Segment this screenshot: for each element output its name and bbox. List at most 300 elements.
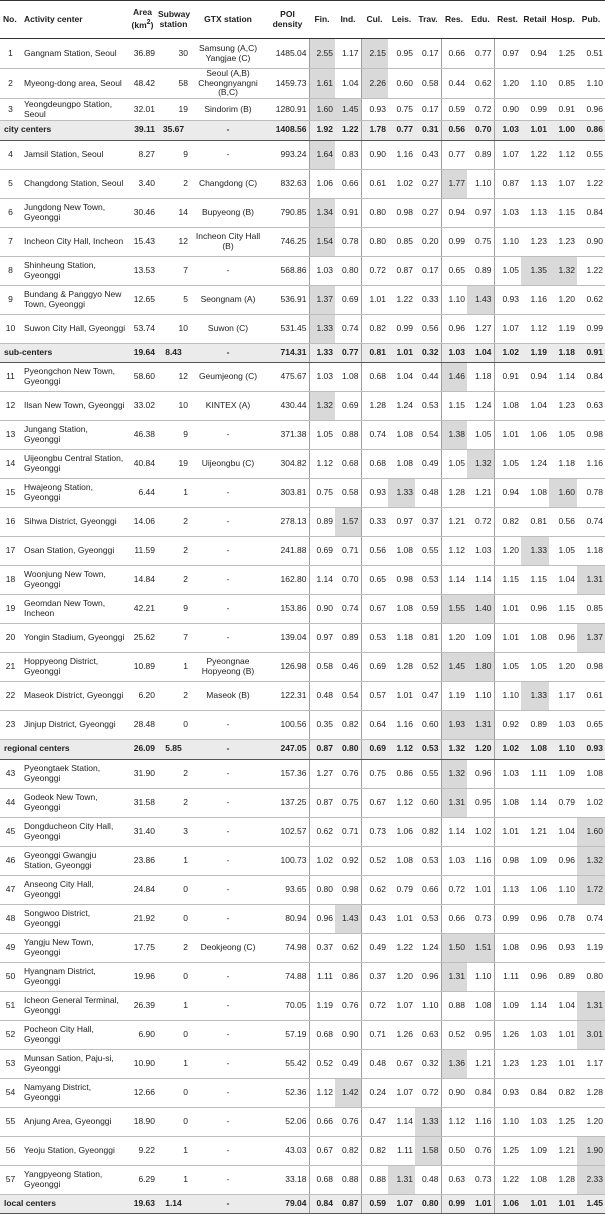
subway-count: 2 — [157, 566, 190, 595]
trav-value: 0.53 — [415, 566, 441, 595]
activity-center-name: Dongducheon City Hall, Gyeonggi — [21, 817, 128, 846]
retail-value: 1.04 — [521, 392, 549, 421]
rest-value: 0.90 — [494, 99, 521, 121]
area-value: 6.44 — [128, 479, 157, 508]
gtx-station: - — [190, 711, 266, 740]
gtx-station: - — [190, 421, 266, 450]
table-row — [0, 624, 605, 653]
activity-center-name: Jungdong New Town, Gyeonggi — [21, 198, 128, 227]
area-value: 24.84 — [128, 875, 157, 904]
gtx-station: Seongnam (A) — [190, 285, 266, 314]
pub-value: 0.78 — [577, 479, 605, 508]
edu-value: 1.16 — [467, 1107, 494, 1136]
rest-value: 1.10 — [494, 682, 521, 711]
leis-value: 1.16 — [388, 140, 415, 169]
leis-value: 1.08 — [388, 421, 415, 450]
row-number: 20 — [0, 624, 21, 653]
cul-value: 0.80 — [361, 198, 388, 227]
fin-value: 0.62 — [309, 817, 335, 846]
res-value: 1.12 — [441, 537, 467, 566]
area-value: 40.84 — [128, 450, 157, 479]
summary-poi: 714.31 — [266, 343, 309, 363]
row-number: 11 — [0, 363, 21, 392]
area-value: 18.90 — [128, 1107, 157, 1136]
subway-count: 10 — [157, 314, 190, 343]
res-value: 1.19 — [441, 682, 467, 711]
activity-center-name: Gangnam Station, Seoul — [21, 39, 128, 69]
rest-value: 1.08 — [494, 788, 521, 817]
ind-value: 1.04 — [335, 69, 361, 99]
retail-value: 1.23 — [521, 1049, 549, 1078]
leis-value: 0.67 — [388, 1049, 415, 1078]
area-value: 12.65 — [128, 285, 157, 314]
res-value: 0.72 — [441, 875, 467, 904]
retail-value: 1.13 — [521, 198, 549, 227]
cul-value: 1.01 — [361, 285, 388, 314]
gtx-station: Changdong (C) — [190, 169, 266, 198]
trav-value: 1.58 — [415, 1136, 441, 1165]
summary-fin: 0.87 — [309, 740, 335, 760]
retail-value: 1.11 — [521, 759, 549, 788]
header-gtx: GTX station — [190, 1, 266, 39]
poi-density: 74.88 — [266, 962, 309, 991]
fin-value: 0.37 — [309, 933, 335, 962]
trav-value: 0.52 — [415, 653, 441, 682]
cul-value: 0.37 — [361, 962, 388, 991]
edu-value: 1.43 — [467, 285, 494, 314]
header-poi-2: density — [272, 18, 303, 29]
gtx-station: - — [190, 1078, 266, 1107]
leis-value: 0.97 — [388, 508, 415, 537]
ind-value: 1.43 — [335, 904, 361, 933]
row-number: 45 — [0, 817, 21, 846]
summary-retail: 1.08 — [521, 740, 549, 760]
edu-value: 0.62 — [467, 69, 494, 99]
trav-value: 0.60 — [415, 711, 441, 740]
pub-value: 1.02 — [577, 788, 605, 817]
area-value: 25.62 — [128, 624, 157, 653]
fin-value: 0.35 — [309, 711, 335, 740]
leis-value: 1.11 — [388, 1136, 415, 1165]
gtx-station: - — [190, 817, 266, 846]
leis-value: 1.24 — [388, 392, 415, 421]
edu-value: 1.16 — [467, 846, 494, 875]
row-number: 16 — [0, 508, 21, 537]
summary-area: 19.63 — [128, 1194, 157, 1214]
summary-row — [0, 740, 605, 760]
leis-value: 1.08 — [388, 450, 415, 479]
pub-value: 0.90 — [577, 227, 605, 256]
edu-value: 1.10 — [467, 169, 494, 198]
subway-count: 19 — [157, 450, 190, 479]
retail-value: 1.03 — [521, 1107, 549, 1136]
gtx-station: Deokjeong (C) — [190, 933, 266, 962]
pub-value: 1.28 — [577, 1078, 605, 1107]
cul-value: 0.68 — [361, 363, 388, 392]
ind-value: 0.90 — [335, 1020, 361, 1049]
subway-count: 0 — [157, 1107, 190, 1136]
activity-center-name: Munsan Sation, Paju-si, Gyeonggi — [21, 1049, 128, 1078]
cul-value: 0.48 — [361, 1049, 388, 1078]
poi-density: 52.06 — [266, 1107, 309, 1136]
res-value: 1.20 — [441, 624, 467, 653]
fin-value: 0.75 — [309, 479, 335, 508]
rest-value: 1.25 — [494, 1136, 521, 1165]
trav-value: 0.47 — [415, 682, 441, 711]
fin-value: 1.19 — [309, 991, 335, 1020]
header-fin: Fin. — [309, 1, 335, 39]
header-subway-2: station — [159, 18, 188, 29]
rest-value: 1.08 — [494, 933, 521, 962]
ind-value: 1.45 — [335, 99, 361, 121]
subway-count: 0 — [157, 1078, 190, 1107]
poi-density: 43.03 — [266, 1136, 309, 1165]
leis-value: 1.22 — [388, 285, 415, 314]
ind-value: 0.78 — [335, 227, 361, 256]
fin-value: 1.34 — [309, 198, 335, 227]
edu-value: 1.40 — [467, 595, 494, 624]
res-value: 1.21 — [441, 508, 467, 537]
pub-value: 1.19 — [577, 933, 605, 962]
res-value: 1.31 — [441, 962, 467, 991]
cul-value: 0.73 — [361, 817, 388, 846]
fin-value: 0.90 — [309, 595, 335, 624]
activity-center-name: Incheon City Hall, Incheon — [21, 227, 128, 256]
summary-fin: 1.92 — [309, 121, 335, 141]
leis-value: 1.06 — [388, 817, 415, 846]
row-number: 1 — [0, 39, 21, 69]
poi-density: 100.73 — [266, 846, 309, 875]
edu-value: 0.89 — [467, 140, 494, 169]
activity-center-name: Yeoju Station, Gyeonggi — [21, 1136, 128, 1165]
retail-value: 0.96 — [521, 595, 549, 624]
trav-value: 0.56 — [415, 314, 441, 343]
activity-center-name: Hoppyeong District, Gyeonggi — [21, 653, 128, 682]
poi-density: 832.63 — [266, 169, 309, 198]
retail-value: 1.21 — [521, 817, 549, 846]
edu-value: 1.32 — [467, 450, 494, 479]
ind-value: 0.76 — [335, 991, 361, 1020]
summary-row — [0, 1194, 605, 1214]
cul-value: 0.82 — [361, 1136, 388, 1165]
row-number: 54 — [0, 1078, 21, 1107]
hosp-value: 1.28 — [549, 1165, 577, 1194]
summary-label: local centers — [0, 1194, 128, 1214]
subway-count: 2 — [157, 537, 190, 566]
gtx-station: - — [190, 759, 266, 788]
res-value: 1.50 — [441, 933, 467, 962]
fin-value: 1.12 — [309, 450, 335, 479]
hosp-value: 0.79 — [549, 788, 577, 817]
header-area-close: ) — [150, 19, 154, 30]
cul-value: 0.57 — [361, 682, 388, 711]
summary-edu: 1.01 — [467, 1194, 494, 1214]
row-number: 12 — [0, 392, 21, 421]
cul-value: 0.61 — [361, 169, 388, 198]
fin-value: 0.48 — [309, 682, 335, 711]
area-value: 33.02 — [128, 392, 157, 421]
rest-value: 0.91 — [494, 363, 521, 392]
rest-value: 1.09 — [494, 991, 521, 1020]
activity-center-name: Yeongdeungpo Station, Seoul — [21, 99, 128, 121]
retail-value: 0.94 — [521, 363, 549, 392]
retail-value: 1.03 — [521, 1020, 549, 1049]
table-row — [0, 962, 605, 991]
trav-value: 0.58 — [415, 69, 441, 99]
subway-count: 0 — [157, 711, 190, 740]
area-value: 8.27 — [128, 140, 157, 169]
rest-value: 1.03 — [494, 198, 521, 227]
area-value: 19.96 — [128, 962, 157, 991]
edu-value: 1.01 — [467, 875, 494, 904]
trav-value: 0.81 — [415, 624, 441, 653]
summary-subway: 8.43 — [157, 343, 190, 363]
cul-value: 0.90 — [361, 140, 388, 169]
poi-density: 137.25 — [266, 788, 309, 817]
retail-value: 1.23 — [521, 227, 549, 256]
leis-value: 1.08 — [388, 846, 415, 875]
gtx-station: - — [190, 595, 266, 624]
table-row — [0, 1136, 605, 1165]
edu-value: 1.27 — [467, 314, 494, 343]
cul-value: 0.56 — [361, 537, 388, 566]
trav-value: 0.53 — [415, 392, 441, 421]
trav-value: 0.48 — [415, 479, 441, 508]
area-value: 6.20 — [128, 682, 157, 711]
row-number: 52 — [0, 1020, 21, 1049]
table-row — [0, 788, 605, 817]
gtx-station: - — [190, 962, 266, 991]
row-number: 4 — [0, 140, 21, 169]
edu-value: 0.76 — [467, 1136, 494, 1165]
header-subway — [157, 1, 190, 39]
gtx-station: - — [190, 479, 266, 508]
fin-value: 1.60 — [309, 99, 335, 121]
retail-value: 1.08 — [521, 479, 549, 508]
hosp-value: 1.21 — [549, 1136, 577, 1165]
cul-value: 0.71 — [361, 1020, 388, 1049]
summary-cul: 0.69 — [361, 740, 388, 760]
pub-value: 0.74 — [577, 904, 605, 933]
activity-center-name: Yongin Stadium, Gyeonggi — [21, 624, 128, 653]
retail-value: 1.33 — [521, 682, 549, 711]
hosp-value: 1.04 — [549, 566, 577, 595]
table-row — [0, 875, 605, 904]
row-number: 15 — [0, 479, 21, 508]
row-number: 23 — [0, 711, 21, 740]
poi-density: 746.25 — [266, 227, 309, 256]
ind-value: 0.58 — [335, 479, 361, 508]
area-value: 10.90 — [128, 1049, 157, 1078]
rest-value: 1.03 — [494, 759, 521, 788]
retail-value: 0.96 — [521, 904, 549, 933]
poi-density: 241.88 — [266, 537, 309, 566]
activity-center-name: Anseong City Hall, Gyeonggi — [21, 875, 128, 904]
gtx-station: Uijeongbu (C) — [190, 450, 266, 479]
poi-density: 304.82 — [266, 450, 309, 479]
table-row — [0, 227, 605, 256]
pub-value: 1.72 — [577, 875, 605, 904]
fin-value: 1.54 — [309, 227, 335, 256]
ind-value: 0.74 — [335, 314, 361, 343]
summary-retail: 1.19 — [521, 343, 549, 363]
trav-value: 0.72 — [415, 1078, 441, 1107]
table-row — [0, 421, 605, 450]
rest-value: 1.05 — [494, 450, 521, 479]
trav-value: 0.66 — [415, 875, 441, 904]
summary-leis: 0.77 — [388, 121, 415, 141]
activity-center-name: Yangju New Town, Gyeonggi — [21, 933, 128, 962]
trav-value: 0.17 — [415, 256, 441, 285]
subway-count: 2 — [157, 682, 190, 711]
cul-value: 0.68 — [361, 450, 388, 479]
gtx-station: - — [190, 537, 266, 566]
area-value: 14.84 — [128, 566, 157, 595]
subway-count: 1 — [157, 846, 190, 875]
gtx-station: - — [190, 1107, 266, 1136]
header-area — [128, 1, 157, 39]
row-number: 47 — [0, 875, 21, 904]
summary-rest: 1.02 — [494, 343, 521, 363]
summary-edu: 0.70 — [467, 121, 494, 141]
row-number: 9 — [0, 285, 21, 314]
leis-value: 1.31 — [388, 1165, 415, 1194]
pub-value: 0.96 — [577, 99, 605, 121]
edu-value: 1.51 — [467, 933, 494, 962]
fin-value: 1.64 — [309, 140, 335, 169]
hosp-value: 1.07 — [549, 169, 577, 198]
ind-value: 0.68 — [335, 450, 361, 479]
gtx-station: - — [190, 256, 266, 285]
edu-value: 0.72 — [467, 508, 494, 537]
summary-cul: 0.59 — [361, 1194, 388, 1214]
summary-res: 0.99 — [441, 1194, 467, 1214]
res-value: 1.03 — [441, 846, 467, 875]
row-number: 8 — [0, 256, 21, 285]
res-value: 1.10 — [441, 285, 467, 314]
trav-value: 0.49 — [415, 450, 441, 479]
table-row — [0, 991, 605, 1020]
trav-value: 0.17 — [415, 39, 441, 69]
row-number: 14 — [0, 450, 21, 479]
header-area-sup: 2 — [146, 18, 151, 27]
pub-value: 0.65 — [577, 711, 605, 740]
rest-value: 1.10 — [494, 1107, 521, 1136]
trav-value: 0.53 — [415, 904, 441, 933]
trav-value: 0.27 — [415, 169, 441, 198]
table-row — [0, 537, 605, 566]
retail-value: 0.99 — [521, 99, 549, 121]
ind-value: 1.08 — [335, 363, 361, 392]
table-row — [0, 653, 605, 682]
rest-value: 1.15 — [494, 566, 521, 595]
activity-center-name: Geomdan New Town, Incheon — [21, 595, 128, 624]
poi-density: 536.91 — [266, 285, 309, 314]
area-value: 12.66 — [128, 1078, 157, 1107]
table-row — [0, 759, 605, 788]
gtx-station: - — [190, 508, 266, 537]
gtx-station: Seoul (A,B) Cheongnyangni (B,C) — [190, 69, 266, 99]
area-value: 48.42 — [128, 69, 157, 99]
subway-count: 0 — [157, 1020, 190, 1049]
table-row — [0, 314, 605, 343]
gtx-station: Maseok (B) — [190, 682, 266, 711]
cul-value: 0.49 — [361, 933, 388, 962]
subway-count: 9 — [157, 595, 190, 624]
gtx-station: Suwon (C) — [190, 314, 266, 343]
pub-value: 1.17 — [577, 1049, 605, 1078]
edu-value: 1.80 — [467, 653, 494, 682]
cul-value: 0.69 — [361, 653, 388, 682]
row-number: 19 — [0, 595, 21, 624]
trav-value: 0.60 — [415, 788, 441, 817]
rest-value: 1.07 — [494, 314, 521, 343]
pub-value: 0.98 — [577, 421, 605, 450]
rest-value: 0.93 — [494, 285, 521, 314]
pub-value: 0.84 — [577, 198, 605, 227]
rest-value: 1.01 — [494, 595, 521, 624]
row-number: 22 — [0, 682, 21, 711]
gtx-station: KINTEX (A) — [190, 392, 266, 421]
ind-value: 0.62 — [335, 933, 361, 962]
cul-value: 0.33 — [361, 508, 388, 537]
hosp-value: 1.14 — [549, 363, 577, 392]
ind-value: 1.17 — [335, 39, 361, 69]
rest-value: 1.22 — [494, 1165, 521, 1194]
ind-value: 0.71 — [335, 817, 361, 846]
table-row — [0, 1049, 605, 1078]
area-value: 58.60 — [128, 363, 157, 392]
area-value: 30.46 — [128, 198, 157, 227]
row-number: 50 — [0, 962, 21, 991]
leis-value: 0.99 — [388, 314, 415, 343]
pub-value: 0.84 — [577, 363, 605, 392]
gtx-station: - — [190, 140, 266, 169]
res-value: 1.14 — [441, 566, 467, 595]
res-value: 1.93 — [441, 711, 467, 740]
fin-value: 1.33 — [309, 314, 335, 343]
pub-value: 2.33 — [577, 1165, 605, 1194]
header-poi — [266, 1, 309, 39]
table-row — [0, 1165, 605, 1194]
trav-value: 0.44 — [415, 363, 441, 392]
trav-value: 0.55 — [415, 759, 441, 788]
rest-value: 0.92 — [494, 711, 521, 740]
res-value: 1.38 — [441, 421, 467, 450]
edu-value: 1.31 — [467, 711, 494, 740]
row-number: 7 — [0, 227, 21, 256]
activity-center-name: Pyeongtaek Station, Gyeonggi — [21, 759, 128, 788]
trav-value: 0.48 — [415, 1165, 441, 1194]
area-value: 17.75 — [128, 933, 157, 962]
pub-value: 1.22 — [577, 256, 605, 285]
trav-value: 0.33 — [415, 285, 441, 314]
cul-value: 0.74 — [361, 421, 388, 450]
hosp-value: 1.19 — [549, 314, 577, 343]
fin-value: 0.66 — [309, 1107, 335, 1136]
subway-count: 14 — [157, 198, 190, 227]
edu-value: 0.95 — [467, 788, 494, 817]
rest-value: 1.01 — [494, 421, 521, 450]
hosp-value: 1.15 — [549, 595, 577, 624]
trav-value: 1.33 — [415, 1107, 441, 1136]
leis-value: 0.79 — [388, 875, 415, 904]
cul-value: 0.47 — [361, 1107, 388, 1136]
area-value: 10.89 — [128, 653, 157, 682]
poi-density: 100.56 — [266, 711, 309, 740]
header-cul: Cul. — [361, 1, 388, 39]
cul-value: 0.53 — [361, 624, 388, 653]
